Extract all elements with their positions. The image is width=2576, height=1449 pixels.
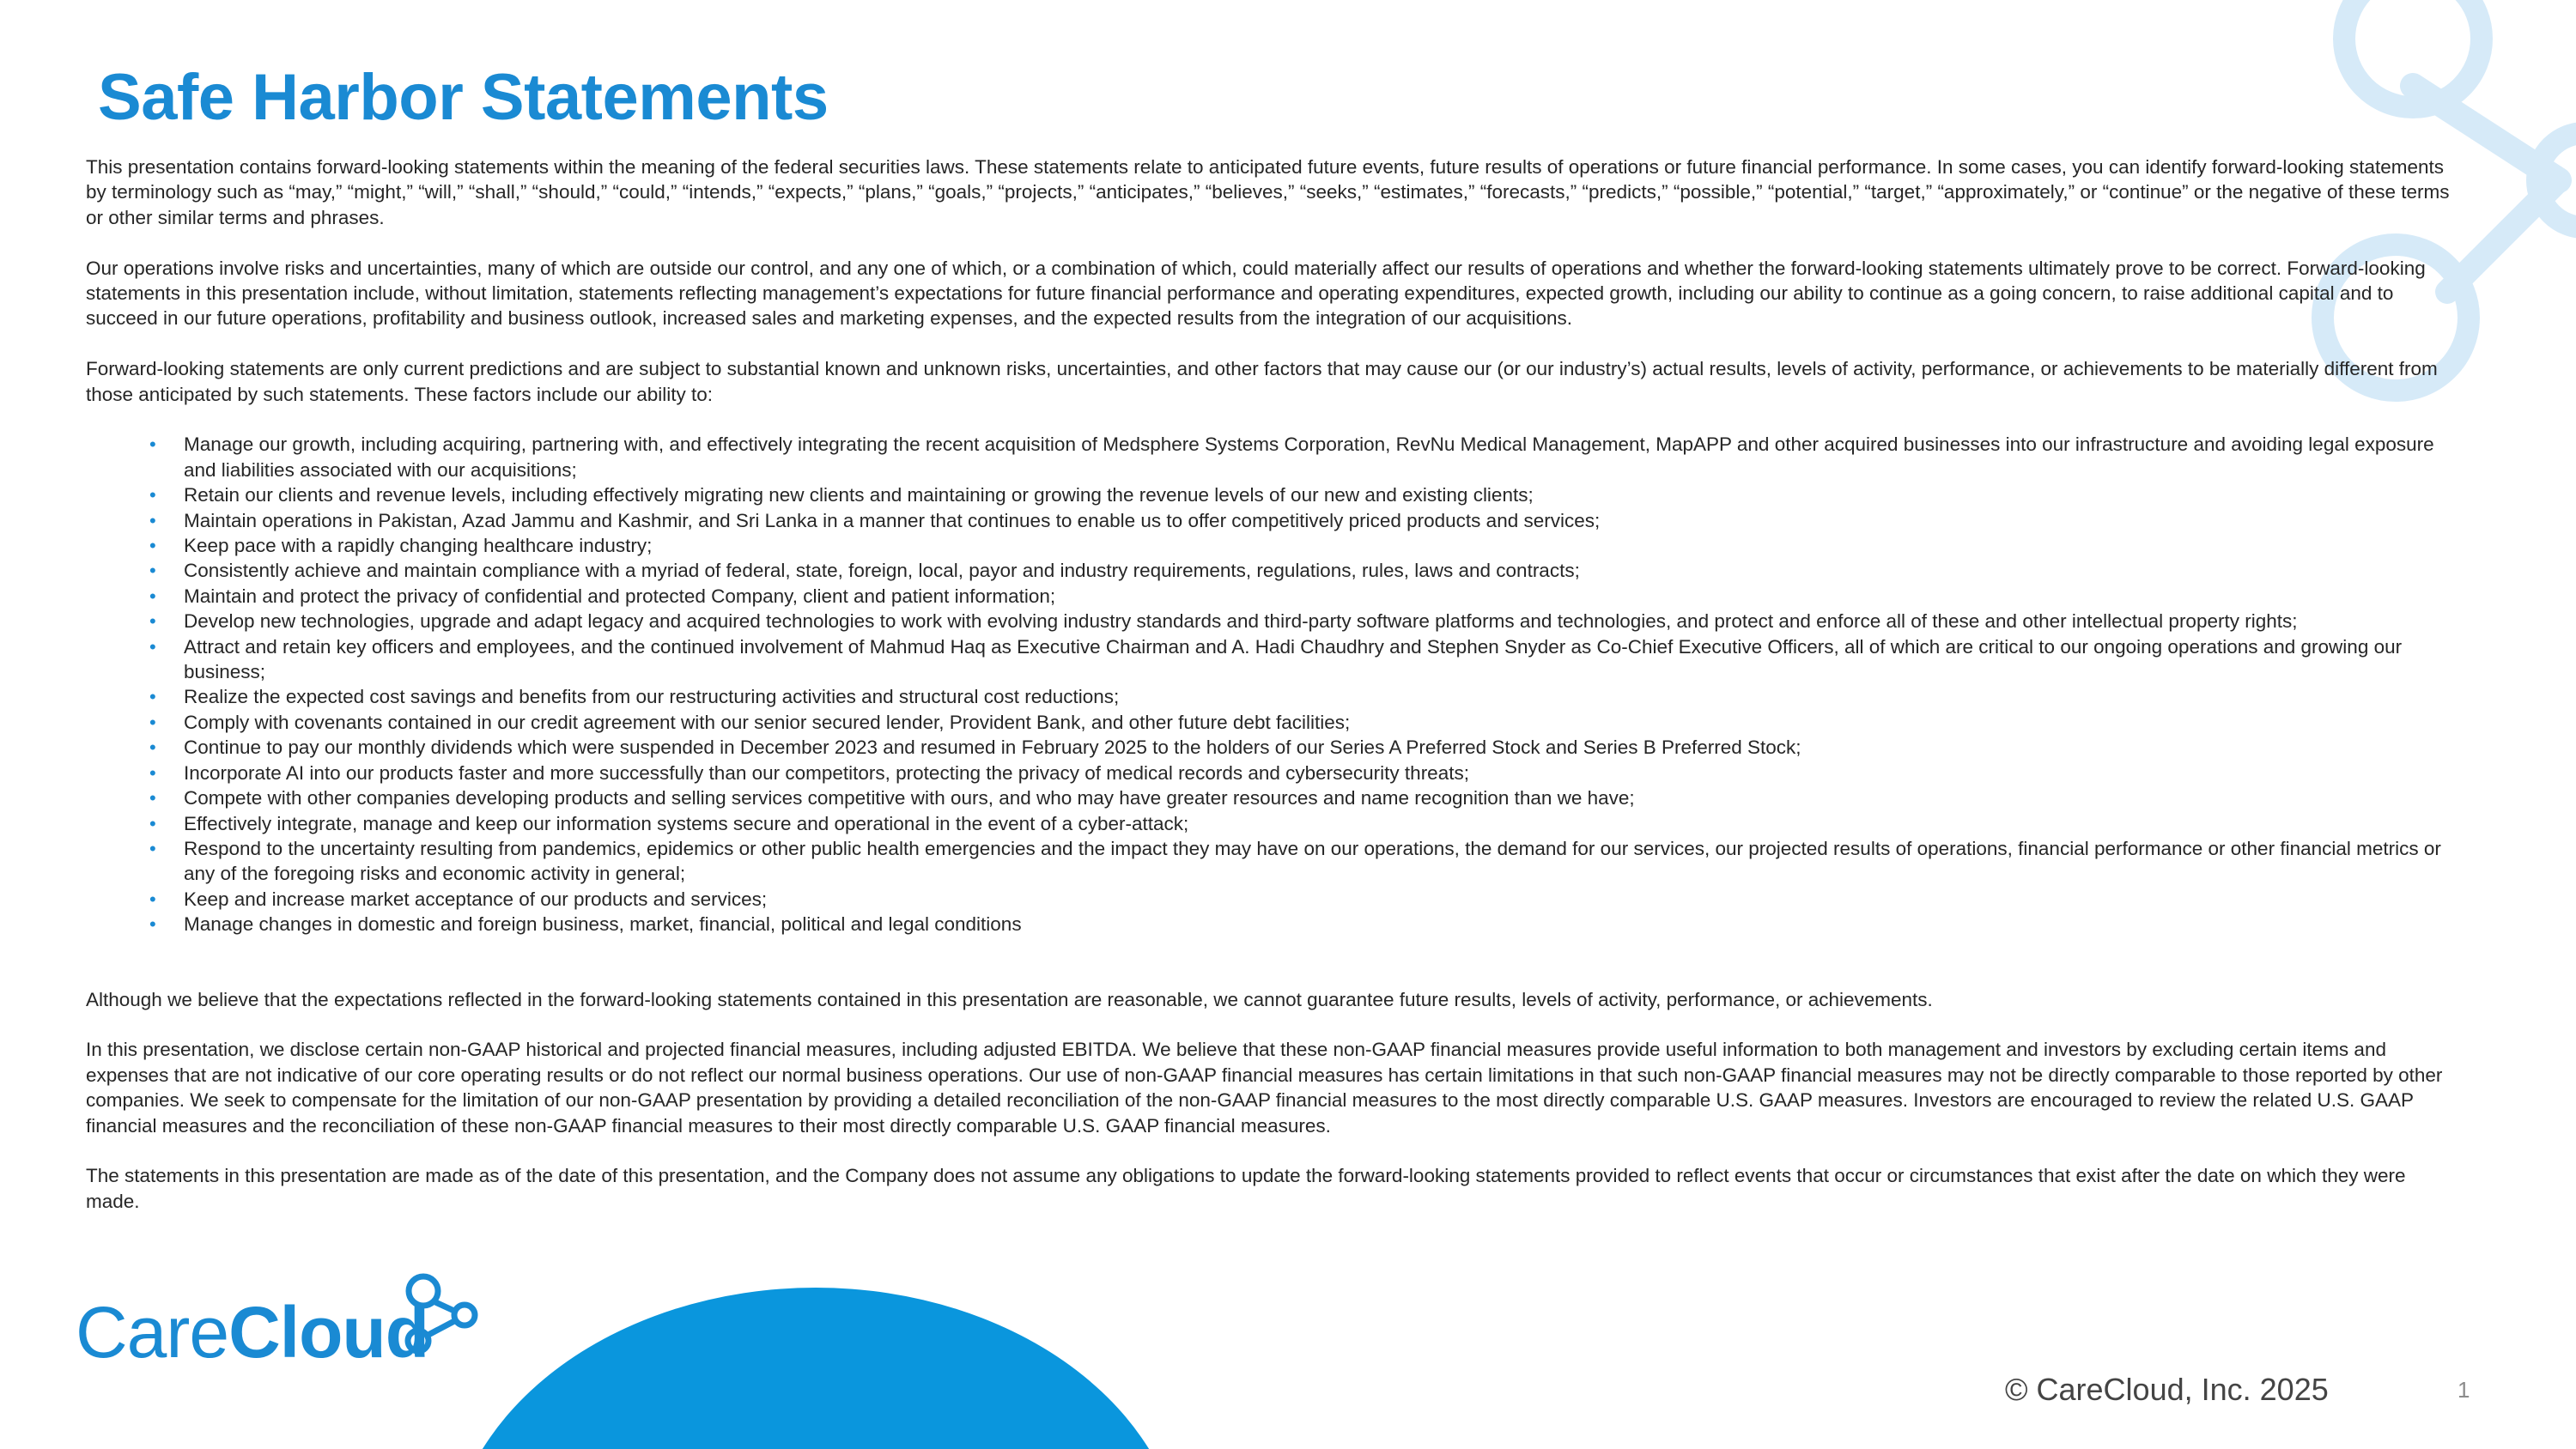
list-item: • Attract and retain key officers and employees, and the continued involvement of Mahmud Haq as Executive Chairman and A. Hadi Chaudhry and Stephen Snyder as Co-Chief Executive Officers, all of which are critical to our ongoing operations and growing our business; — [149, 635, 2403, 683]
page-number: 1 — [2458, 1377, 2470, 1403]
outro-paragraph: Although we believe that the expectations reflected in the forward-looking statements contained in this presentation are reasonable, we cannot guarantee future results, levels of activity, performance, or achievements. — [86, 988, 1933, 1010]
list-item: • Respond to the uncertainty resulting from pandemics, epidemics or other public health emergencies and the impact they may have on our operations, the demand for our services, our projected results of operations, financial performance or other financial metrics or any of the foregoing risks and economic activity in general; — [149, 837, 2441, 885]
intro-paragraph: Our operations involve risks and uncertainties, many of which are outside our control, and any one of which, or a combination of which, could materially affect our results of operations and whether the forward-looking statements ultimately prove to be correct. Forward-looking statements in this presentation include, without limitation, statements reflecting management’s expectations for future financial performance and operating expenditures, expected growth, including our ability to continue as a going concern, to raise additional capital and to succeed in our future operations, profitability and business outlook, increased sales and marketing expenses, and the expected results from the integration of our acquisitions. — [86, 257, 2426, 330]
page-title: Safe Harbor Statements — [98, 61, 829, 134]
list-item: • Keep pace with a rapidly changing healthcare industry; — [184, 533, 2464, 558]
bullet-dot-icon: • — [149, 635, 156, 658]
bullet-dot-icon: • — [149, 433, 156, 456]
list-item: • Manage our growth, including acquiring, partnering with, and effectively integrating the recent acquisition of Medsphere Systems Corporation, RevNu Medical Management, MapAPP and other acquired businesses into our infrastructure and avoiding legal exposure and liabilities associated with our acquisitions; — [149, 433, 2434, 481]
list-item: • Effectively integrate, manage and keep our information systems secure and operational in the event of a cyber-attack; — [184, 811, 2464, 836]
disclaimer-body — [86, 155, 2464, 1240]
bullet-dot-icon: • — [149, 686, 156, 708]
bullet-dot-icon: • — [149, 560, 156, 582]
list-item: • Maintain operations in Pakistan, Azad Jammu and Kashmir, and Sri Lanka in a manner that continues to enable us to offer competitively priced products and services; — [184, 508, 2464, 533]
bullet-dot-icon: • — [149, 585, 156, 607]
bullet-dot-icon: • — [149, 913, 156, 936]
logo-text-cloud: Cloud — [228, 1292, 429, 1373]
list-item: • Incorporate AI into our products faster and more successfully than our competitors, protecting the privacy of medical records and cybersecurity threats; — [184, 761, 2464, 785]
decorative-arc — [447, 1288, 1185, 1449]
list-item: • Comply with covenants contained in our credit agreement with our senior secured lender, Provident Bank, and other future debt facilities; — [184, 710, 2464, 735]
outro-paragraph: In this presentation, we disclose certain non-GAAP historical and projected financial measures, including adjusted EBITDA. We believe that these non-GAAP financial measures provide useful information to both management and investors by excluding certain items and expenses that are not indicative of our core operating results or do not reflect our normal business operations. Our use of non-GAAP financial measures has certain limitations in that such non-GAAP financial measures may not be directly comparable to those reported by other companies. We seek to compensate for the limitation of our non-GAAP presentation by providing a detailed reconciliation of the non-GAAP financial measures to the most directly comparable U.S. GAAP measures. Investors are encouraged to review the related U.S. GAAP financial measures and the reconciliation of these non-GAAP financial measures to their most directly comparable U.S. GAAP financial measures. — [86, 1039, 2443, 1137]
bullet-dot-icon: • — [149, 610, 156, 633]
bullet-dot-icon: • — [149, 509, 156, 531]
logo-text-care: Care — [76, 1292, 229, 1373]
list-item: • Maintain and protect the privacy of confidential and protected Company, client and patient information; — [184, 584, 2464, 609]
list-item: • Manage changes in domestic and foreign business, market, financial, political and legal conditions — [184, 912, 2464, 937]
list-item: • Realize the expected cost savings and benefits from our restructuring activities and structural cost reductions; — [184, 684, 2464, 709]
list-item: • Keep and increase market acceptance of our products and services; — [184, 887, 2464, 912]
logo-wordmark — [76, 1291, 428, 1374]
outro-paragraph: The statements in this presentation are made as of the date of this presentation, and the Company does not assume any obligations to update the forward-looking statements provided to reflect events that occur or circumstances that exist after the date on which they were made. — [86, 1165, 2406, 1212]
intro-paragraph: This presentation contains forward-looking statements within the meaning of the federal securities laws. These statements relate to anticipated future events, future results of operations or future financial performance. In some cases, you can identify forward-looking statements by terminology such as “may,” “might,” “will,” “shall,” “should,” “could,” “intends,” “expects,” “plans,” “goals,” “projects,” “anticipates,” “believes,” “seeks,” “estimates,” “forecasts,” “predicts,” “possible,” “potential,” “target,” “approximately,” or “continue” or the negative of these terms or other similar terms and phrases. — [86, 156, 2450, 228]
bullet-dot-icon: • — [149, 787, 156, 809]
bullet-dot-icon: • — [149, 711, 156, 733]
bullet-dot-icon: • — [149, 535, 156, 557]
intro-paragraph: Forward-looking statements are only current predictions and are subject to substantial known and unknown risks, uncertainties, and other factors that may cause our (or our industry’s) actual results, levels of activity, performance, or achievements to be materially different from those anticipated by such statements. These factors include our ability to: — [86, 358, 2438, 405]
bullet-dot-icon: • — [149, 888, 156, 910]
list-item: • Develop new technologies, upgrade and adapt legacy and acquired technologies to work with evolving industry standards and third-party software platforms and technologies, and protect and enforce all of these and other intellectual property rights; — [184, 609, 2464, 634]
list-item: • Compete with other companies developing products and selling services competitive with ours, and who may have greater resources and name recognition than we have; — [184, 785, 2464, 810]
bullet-dot-icon: • — [149, 761, 156, 784]
list-item: • Continue to pay our monthly dividends which were suspended in December 2023 and resumed in February 2025 to the holders of our Series A Preferred Stock and Series B Preferred Stock; — [184, 735, 2464, 760]
list-item: • Consistently achieve and maintain compliance with a myriad of federal, state, foreign, local, payor and industry requirements, regulations, rules, laws and contracts; — [184, 558, 2464, 583]
bullet-dot-icon: • — [149, 737, 156, 759]
bullet-dot-icon: • — [149, 484, 156, 506]
bullet-dot-icon: • — [149, 837, 156, 859]
list-item: • Retain our clients and revenue levels, including effectively migrating new clients and maintaining or growing the revenue levels of our new and existing clients; — [184, 482, 2464, 507]
copyright-text: © CareCloud, Inc. 2025 — [2005, 1372, 2329, 1407]
bullet-dot-icon: • — [149, 812, 156, 834]
risk-factor-list — [86, 432, 2464, 937]
carecloud-logo-mark-icon — [389, 1270, 483, 1365]
carecloud-logo — [76, 1270, 479, 1399]
